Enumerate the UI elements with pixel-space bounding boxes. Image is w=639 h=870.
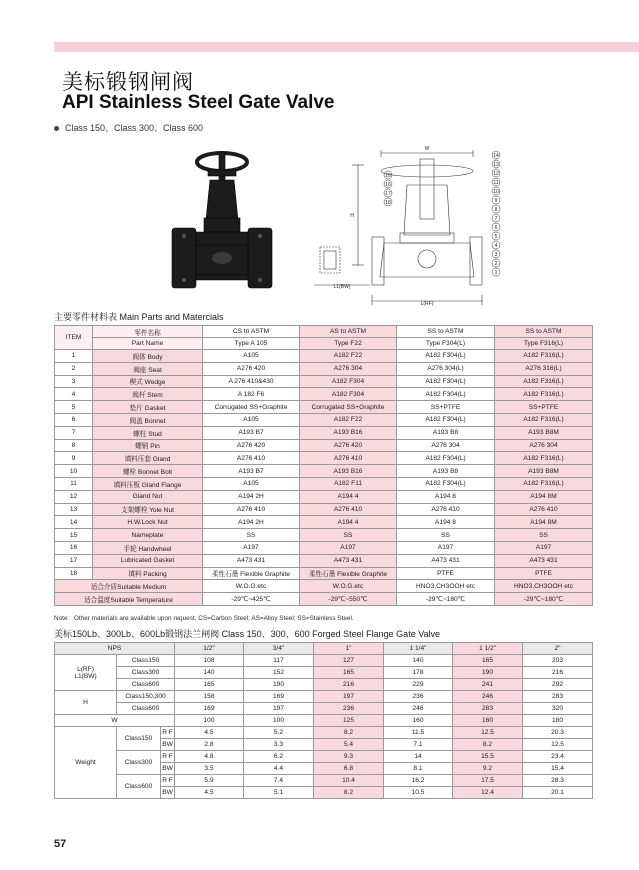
dims-value: 165 — [314, 667, 384, 679]
parts-cell-item: 12 — [55, 490, 93, 503]
parts-cell-ss316: A182 F316(L) — [495, 413, 593, 426]
parts-cell-cs: A194 2H — [203, 516, 300, 529]
parts-header-part-en: Part Name — [93, 338, 203, 350]
top-color-band — [54, 42, 639, 52]
dims-value: 229 — [384, 679, 453, 691]
dims-value: 15.4 — [523, 763, 593, 775]
parts-cell-name: 填料压板 Gland Flange — [93, 477, 203, 490]
parts-cell-label: 适合温度Suitable Temperature — [55, 593, 203, 606]
parts-cell-ss304: A276 304(L) — [397, 362, 495, 375]
dims-value: 165 — [175, 679, 244, 691]
parts-cell-ss316: SS — [495, 529, 593, 542]
dims-value: 236 — [384, 691, 453, 703]
svg-text:18: 18 — [385, 200, 391, 206]
dims-end-type: BW — [161, 763, 175, 775]
dims-value: 8.2 — [453, 739, 523, 751]
parts-cell-ss304: A182 F304(L) — [397, 350, 495, 363]
parts-cell-ss304: HNO3,CH3OOH etc — [397, 580, 495, 593]
dims-value: 127 — [314, 655, 384, 667]
parts-cell-ss316: A182 F316(L) — [495, 350, 593, 363]
dims-row-height — [55, 691, 593, 703]
dims-value: 9.2 — [453, 763, 523, 775]
parts-cell-as: A194 4 — [300, 516, 397, 529]
dims-value: 180 — [523, 715, 593, 727]
parts-cell-name: 填料压套 Gland — [93, 452, 203, 465]
dims-value: 292 — [523, 679, 593, 691]
dimensions-table — [54, 642, 593, 799]
parts-header-col: AS to ASTM — [300, 326, 397, 338]
dims-row-width — [55, 715, 593, 727]
dims-value: 16.2 — [384, 775, 453, 787]
dims-value: 169 — [175, 703, 244, 715]
dims-value: 4.8 — [175, 751, 244, 763]
dims-value: 197 — [314, 691, 384, 703]
parts-cell-name: 楔式 Wedge — [93, 375, 203, 388]
parts-row — [55, 541, 593, 554]
dims-value: 160 — [384, 715, 453, 727]
parts-cell-name: 阀座 Seat — [93, 362, 203, 375]
dims-row-length — [55, 655, 593, 667]
parts-cell-cs: A105 — [203, 413, 300, 426]
parts-cell-ss316: A182 F316(L) — [495, 477, 593, 490]
dims-row-height — [55, 703, 593, 715]
drawing-label-w: W — [424, 146, 430, 152]
parts-cell-cs: Corrugated SS+Graphite — [203, 401, 300, 414]
dims-row-length — [55, 667, 593, 679]
parts-cell-item: 15 — [55, 529, 93, 542]
dims-value: 6.2 — [244, 751, 314, 763]
dims-value: 117 — [244, 655, 314, 667]
parts-cell-cs: A193 B7 — [203, 426, 300, 439]
parts-cell-as: -29℃~550℃ — [300, 593, 397, 606]
parts-cell-ss304: A182 F304(L) — [397, 452, 495, 465]
parts-cell-as: A197 — [300, 541, 397, 554]
dims-value: 12.4 — [453, 787, 523, 799]
parts-section-title: 主要零件材料表 Main Parts and Matercials — [54, 312, 224, 322]
parts-cell-item: 3 — [55, 375, 93, 388]
dims-value: 165 — [453, 655, 523, 667]
dims-class: Class150,300 — [117, 691, 175, 703]
dims-value: 125 — [314, 715, 384, 727]
parts-cell-item: 10 — [55, 465, 93, 478]
dims-end-type: BW — [161, 787, 175, 799]
parts-cell-as: 柔性石墨 Flexible Graphite — [300, 567, 397, 580]
dims-value: 5.4 — [314, 739, 384, 751]
dims-value: 8.2 — [314, 787, 384, 799]
dims-class: Class600 — [117, 679, 175, 691]
parts-cell-as: A182 F304 — [300, 375, 397, 388]
svg-text:7: 7 — [494, 216, 498, 222]
dims-class: Class150 — [117, 727, 161, 751]
dims-value: 17.5 — [453, 775, 523, 787]
dims-row-length — [55, 679, 593, 691]
dims-value: 10.4 — [314, 775, 384, 787]
dims-value: 20.3 — [523, 727, 593, 739]
dims-value: 158 — [175, 691, 244, 703]
parts-cell-ss304: A197 — [397, 541, 495, 554]
parts-cell-ss304: A276 304 — [397, 439, 495, 452]
parts-cell-ss304: A276 410 — [397, 503, 495, 516]
drawing-label-l: L(RF) — [420, 301, 434, 307]
parts-cell-label: 适合介质Suitable Medium — [55, 580, 203, 593]
valve-photo — [160, 140, 290, 305]
parts-cell-name: 阀杆 Stem — [93, 388, 203, 401]
dims-value: 140 — [175, 667, 244, 679]
parts-row — [55, 567, 593, 580]
dims-value: 283 — [523, 691, 593, 703]
dims-value: 8.2 — [314, 727, 384, 739]
parts-cell-cs: A276 420 — [203, 439, 300, 452]
parts-cell-ss304: A473 431 — [397, 554, 495, 567]
dims-end-type: R F — [161, 727, 175, 739]
dims-class: Class300 — [117, 667, 175, 679]
parts-cell-as: A182 F22 — [300, 350, 397, 363]
svg-text:5: 5 — [494, 234, 498, 240]
dims-value: 12.5 — [523, 739, 593, 751]
dims-class: Class150 — [117, 655, 175, 667]
parts-cell-ss316: SS+PTFE — [495, 401, 593, 414]
dims-row-weight — [55, 727, 593, 739]
parts-cell-cs: A193 B7 — [203, 465, 300, 478]
dims-value: 203 — [523, 655, 593, 667]
parts-cell-ss316: A197 — [495, 541, 593, 554]
dims-value: 100 — [175, 715, 244, 727]
parts-cell-cs: 柔性石墨 Flexible Graphite — [203, 567, 300, 580]
svg-text:1: 1 — [494, 270, 498, 276]
parts-row — [55, 413, 593, 426]
parts-cell-name: Gland Nut — [93, 490, 203, 503]
parts-row — [55, 477, 593, 490]
parts-cell-item: 2 — [55, 362, 93, 375]
dims-value: 190 — [244, 679, 314, 691]
parts-cell-cs: A 182 F6 — [203, 388, 300, 401]
svg-text:13: 13 — [493, 162, 499, 168]
parts-cell-as: Corrugated SS+Graphite — [300, 401, 397, 414]
dims-value: 4.5 — [175, 787, 244, 799]
parts-cell-item: 5 — [55, 401, 93, 414]
parts-cell-item: 8 — [55, 439, 93, 452]
parts-row — [55, 362, 593, 375]
parts-cell-as: A473 431 — [300, 554, 397, 567]
parts-cell-name: 螺销 Pin — [93, 439, 203, 452]
parts-header-col: SS to ASTM — [495, 326, 593, 338]
parts-cell-ss304: SS — [397, 529, 495, 542]
dims-value: 28.3 — [523, 775, 593, 787]
dims-value: 140 — [384, 655, 453, 667]
parts-cell-as: A276 304 — [300, 362, 397, 375]
parts-cell-ss304: A182 F304(L) — [397, 477, 495, 490]
parts-row-temp — [55, 593, 593, 606]
dims-section-title: 美标150Lb、300Lb、600Lb锻钢法兰闸阀 Class 150、300、600 Forged Steel Flange Gate Valve — [54, 629, 441, 639]
dims-value: 5.9 — [175, 775, 244, 787]
svg-text:14: 14 — [493, 153, 499, 159]
parts-cell-ss316: A193 B8M — [495, 426, 593, 439]
parts-cell-as: W.O.G.etc — [300, 580, 397, 593]
parts-cell-as: SS — [300, 529, 397, 542]
dims-value: 3.5 — [175, 763, 244, 775]
parts-cell-as: A193 B16 — [300, 465, 397, 478]
dims-value: 169 — [244, 691, 314, 703]
svg-text:10: 10 — [493, 189, 499, 195]
parts-cell-name: 螺柱 Stud — [93, 426, 203, 439]
parts-row — [55, 529, 593, 542]
dims-value: 246 — [453, 691, 523, 703]
dims-value: 7.4 — [244, 775, 314, 787]
dims-value: 8.1 — [384, 763, 453, 775]
dims-value: 11.5 — [384, 727, 453, 739]
svg-text:3: 3 — [494, 252, 498, 258]
parts-cell-ss316: A182 F316(L) — [495, 375, 593, 388]
parts-cell-name: 手轮 Handwheel — [93, 541, 203, 554]
dims-header-row — [55, 643, 593, 655]
dims-value: 12.5 — [453, 727, 523, 739]
parts-row — [55, 465, 593, 478]
parts-cell-name: 支架螺栓 Yole Nut — [93, 503, 203, 516]
parts-header-item: ITEM — [55, 326, 93, 350]
parts-row — [55, 388, 593, 401]
parts-cell-as: A193 B16 — [300, 426, 397, 439]
dims-value: 216 — [523, 667, 593, 679]
parts-cell-as: A276 410 — [300, 452, 397, 465]
parts-header-type: Type F304(L) — [397, 338, 495, 350]
parts-cell-ss304: A193 B8 — [397, 426, 495, 439]
svg-text:9: 9 — [494, 198, 498, 204]
dims-value: 5.2 — [244, 727, 314, 739]
parts-row — [55, 401, 593, 414]
parts-cell-item: 9 — [55, 452, 93, 465]
parts-cell-ss316: A182 F316(L) — [495, 452, 593, 465]
parts-header-col: SS to ASTM — [397, 326, 495, 338]
parts-cell-ss316: -29℃~180℃ — [495, 593, 593, 606]
parts-cell-ss316: HNO3,CH3OOH etc — [495, 580, 593, 593]
parts-row — [55, 375, 593, 388]
svg-text:16: 16 — [385, 182, 391, 188]
dims-class: Class600 — [117, 775, 161, 799]
dims-header-nps: NPS — [55, 643, 175, 655]
dims-value: 178 — [384, 667, 453, 679]
dims-header-size: 3/4" — [244, 643, 314, 655]
parts-cell-item: 14 — [55, 516, 93, 529]
parts-row — [55, 439, 593, 452]
dims-end-type: R F — [161, 751, 175, 763]
parts-row — [55, 426, 593, 439]
parts-cell-cs: A105 — [203, 477, 300, 490]
parts-cell-cs: W.O.G.etc — [203, 580, 300, 593]
class-list-text: Class 150、Class 300、Class 600 — [65, 123, 204, 133]
dims-value: 160 — [453, 715, 523, 727]
parts-cell-ss304: -29℃~180℃ — [397, 593, 495, 606]
dims-value: 236 — [314, 703, 384, 715]
parts-cell-ss316: A182 F316(L) — [495, 388, 593, 401]
dims-value: 15.5 — [453, 751, 523, 763]
svg-text:2: 2 — [494, 261, 498, 267]
dims-value: 14 — [384, 751, 453, 763]
dims-value: 283 — [453, 703, 523, 715]
dims-value: 190 — [453, 667, 523, 679]
dims-value: 241 — [453, 679, 523, 691]
parts-cell-ss316: A276 410 — [495, 503, 593, 516]
svg-text:15: 15 — [385, 173, 391, 179]
dims-header-size: 1" — [314, 643, 384, 655]
dims-header-size: 1/2" — [175, 643, 244, 655]
parts-cell-name: 螺栓 Bonnet Bolt — [93, 465, 203, 478]
parts-cell-item: 1 — [55, 350, 93, 363]
dims-label-weight: Weight — [55, 727, 117, 799]
parts-cell-ss316: A473 431 — [495, 554, 593, 567]
dims-value: 152 — [244, 667, 314, 679]
svg-text:12: 12 — [493, 171, 499, 177]
parts-cell-as: A182 F22 — [300, 413, 397, 426]
dims-header-size: 1 1/4" — [384, 643, 453, 655]
parts-row — [55, 516, 593, 529]
drawing-label-h: H — [350, 213, 354, 219]
dims-value: 23.4 — [523, 751, 593, 763]
parts-cell-item: 13 — [55, 503, 93, 516]
parts-cell-ss304: A194 8 — [397, 490, 495, 503]
parts-cell-name: Lubricated Gasket — [93, 554, 203, 567]
parts-cell-ss304: PTFE — [397, 567, 495, 580]
parts-cell-name: 填料 Packing — [93, 567, 203, 580]
parts-header-type: Type F316(L) — [495, 338, 593, 350]
parts-cell-name: Nameplate — [93, 529, 203, 542]
parts-cell-cs: A 276 410&430 — [203, 375, 300, 388]
dims-label-length: L(RF) L1(BW) — [55, 655, 117, 691]
dims-value: 6.8 — [314, 763, 384, 775]
page-title-cn: 美标锻钢闸阀 — [62, 70, 194, 94]
bullet-icon — [54, 126, 59, 131]
svg-text:17: 17 — [385, 191, 391, 197]
parts-cell-ss304: SS+PTFE — [397, 401, 495, 414]
parts-cell-item: 4 — [55, 388, 93, 401]
parts-cell-ss304: A182 F304(L) — [397, 413, 495, 426]
dims-header-size: 1 1/2" — [453, 643, 523, 655]
parts-row — [55, 554, 593, 567]
parts-cell-name: 阀盖 Bonnet — [93, 413, 203, 426]
dims-row-weight — [55, 775, 593, 787]
dims-label-height: H — [55, 691, 117, 715]
parts-cell-cs: A473 431 — [203, 554, 300, 567]
dims-value: 246 — [384, 703, 453, 715]
materials-note: Note：Other materials are available upon request. CS=Carbon Steel; AS=Alloy Steel; SS=Stainless Steel. — [54, 615, 354, 622]
parts-cell-cs: A197 — [203, 541, 300, 554]
parts-cell-ss304: A182 F304(L) — [397, 388, 495, 401]
parts-cell-item: 18 — [55, 567, 93, 580]
svg-text:6: 6 — [494, 225, 498, 231]
parts-cell-name: 阀体 Body — [93, 350, 203, 363]
parts-cell-as: A182 F11 — [300, 477, 397, 490]
parts-header-part-cn: 零件名称 — [93, 326, 203, 338]
parts-row — [55, 350, 593, 363]
parts-cell-item: 7 — [55, 426, 93, 439]
parts-cell-ss316: A193 B8M — [495, 465, 593, 478]
dims-header-size: 2" — [523, 643, 593, 655]
parts-cell-ss316: A194 8M — [495, 516, 593, 529]
parts-cell-ss316: PTFE — [495, 567, 593, 580]
dims-value: 2.8 — [175, 739, 244, 751]
parts-cell-ss316: A276 304 — [495, 439, 593, 452]
parts-cell-item: 16 — [55, 541, 93, 554]
parts-cell-cs: -29℃~425℃ — [203, 593, 300, 606]
dims-row-weight — [55, 751, 593, 763]
parts-header-type: Type A 105 — [203, 338, 300, 350]
dims-value: 3.3 — [244, 739, 314, 751]
parts-cell-cs: A194 2H — [203, 490, 300, 503]
dims-value: 320 — [523, 703, 593, 715]
valve-drawing — [312, 145, 512, 307]
dims-value: 10.5 — [384, 787, 453, 799]
parts-cell-as: A276 420 — [300, 439, 397, 452]
dims-value: 100 — [244, 715, 314, 727]
dims-class: Class600 — [117, 703, 175, 715]
dims-value: 108 — [175, 655, 244, 667]
dims-value: 197 — [244, 703, 314, 715]
parts-cell-ss316: A194 8M — [495, 490, 593, 503]
parts-table — [54, 325, 593, 606]
dims-value: 9.3 — [314, 751, 384, 763]
dims-value: 7.1 — [384, 739, 453, 751]
parts-cell-ss304: A182 F304(L) — [397, 375, 495, 388]
parts-cell-as: A194 4 — [300, 490, 397, 503]
parts-cell-cs: SS — [203, 529, 300, 542]
parts-row — [55, 452, 593, 465]
parts-cell-cs: A105 — [203, 350, 300, 363]
dims-value: 4.5 — [175, 727, 244, 739]
svg-text:8: 8 — [494, 207, 498, 213]
svg-text:11: 11 — [493, 180, 499, 186]
parts-cell-name: 垫片 Gasket — [93, 401, 203, 414]
parts-cell-as: A276 410 — [300, 503, 397, 516]
page-title-en: API Stainless Steel Gate Valve — [62, 92, 335, 113]
parts-header-type: Type F22 — [300, 338, 397, 350]
drawing-label-l1: L1(BW) — [333, 284, 351, 290]
parts-cell-name: H.W.Lock Nut — [93, 516, 203, 529]
parts-cell-as: A182 F304 — [300, 388, 397, 401]
class-list — [54, 121, 203, 134]
parts-cell-cs: A276 410 — [203, 452, 300, 465]
dims-value: 4.4 — [244, 763, 314, 775]
parts-cell-item: 17 — [55, 554, 93, 567]
parts-cell-ss304: A193 B8 — [397, 465, 495, 478]
parts-cell-ss316: A276 316(L) — [495, 362, 593, 375]
dims-class: Class300 — [117, 751, 161, 775]
dims-value: 5.1 — [244, 787, 314, 799]
parts-row — [55, 503, 593, 516]
dims-value: 216 — [314, 679, 384, 691]
parts-cell-item: 11 — [55, 477, 93, 490]
parts-header-col: CS to ASTM — [203, 326, 300, 338]
parts-cell-cs: A276 420 — [203, 362, 300, 375]
dims-end-type: R F — [161, 775, 175, 787]
parts-cell-item: 6 — [55, 413, 93, 426]
page-number: 57 — [54, 838, 67, 850]
parts-row-medium — [55, 580, 593, 593]
svg-text:4: 4 — [494, 243, 498, 249]
dims-end-type: BW — [161, 739, 175, 751]
dims-label-width: W — [55, 715, 175, 727]
dims-value: 20.1 — [523, 787, 593, 799]
parts-cell-cs: A276 410 — [203, 503, 300, 516]
parts-row — [55, 490, 593, 503]
parts-cell-ss304: A194 8 — [397, 516, 495, 529]
